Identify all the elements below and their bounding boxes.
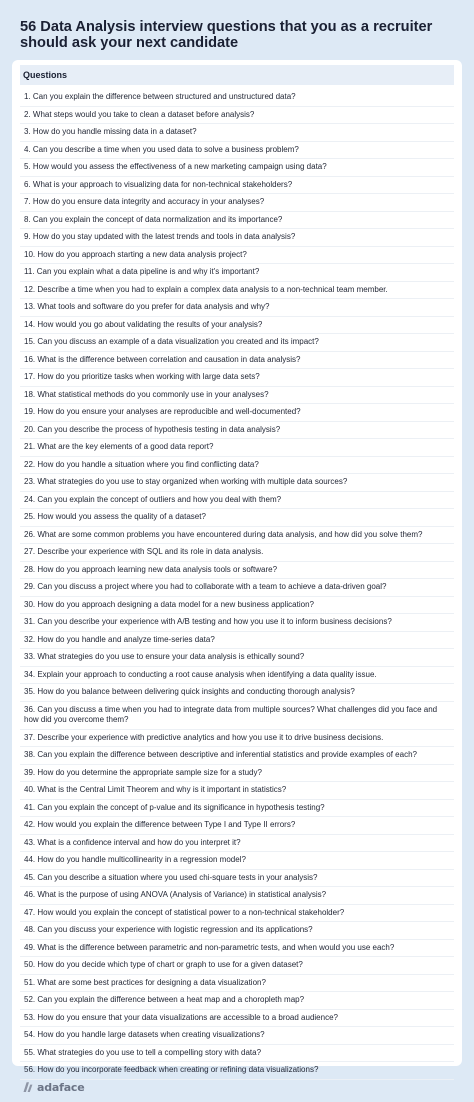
questions-list (12, 89, 462, 1080)
question-row (20, 177, 454, 195)
question-row (20, 124, 454, 142)
question-row (20, 509, 454, 527)
question-row (20, 835, 454, 853)
question-row (20, 369, 454, 387)
question-row (20, 474, 454, 492)
question-row (20, 142, 454, 160)
question-text: 27. Describe your experience with SQL and its role in data analysis. (24, 547, 264, 556)
question-text: 49. What is the difference between parametric and non-parametric tests, and when would you use each? (24, 942, 395, 952)
question-text: 42. How would you explain the difference between Type I and Type II errors? (24, 820, 296, 829)
question-text: 12. Describe a time when you had to explain a complex data analysis to a non-technical team member. (24, 284, 388, 294)
question-text: 44. How do you handle multicollinearity in a regression model? (24, 855, 246, 864)
question-text: 56. How do you incorporate feedback when creating or refining data visualizations? (24, 1065, 319, 1074)
question-text: 50. How do you decide which type of chart or graph to use for a given dataset? (24, 960, 303, 969)
question-row (20, 782, 454, 800)
question-text: 33. What strategies do you use to ensure your data analysis is ethically sound? (24, 652, 305, 661)
question-row (20, 684, 454, 702)
question-row (20, 334, 454, 352)
question-row (20, 387, 454, 405)
question-row (20, 317, 454, 335)
question-text: 21. What are the key elements of a good data report? (24, 442, 214, 451)
question-text: 38. Can you explain the difference between descriptive and inferential statistics and provide examples of each? (24, 750, 417, 759)
question-text: 43. What is a confidence interval and how do you interpret it? (24, 837, 241, 847)
question-row (20, 730, 454, 748)
question-row (20, 457, 454, 475)
question-row (20, 632, 454, 650)
question-row (20, 940, 454, 958)
question-text: 55. What strategies do you use to tell a compelling story with data? (24, 1047, 262, 1057)
question-row (20, 817, 454, 835)
question-row (20, 352, 454, 370)
question-text: 3. How do you handle missing data in a dataset? (24, 127, 197, 136)
question-row (20, 404, 454, 422)
question-text: 35. How do you balance between delivering quick insights and conducting thorough analysis? (24, 687, 355, 696)
question-row (20, 107, 454, 125)
question-text: 2. What steps would you take to clean a dataset before analysis? (24, 109, 255, 119)
question-row (20, 800, 454, 818)
question-text: 20. Can you describe the process of hypothesis testing in data analysis? (24, 424, 281, 434)
question-text: 13. What tools and software do you prefer for data analysis and why? (24, 302, 270, 311)
question-row (20, 527, 454, 545)
question-text: 36. Can you discuss a time when you had to integrate data from multiple sources? What challenges did you face and how did you overcome them? (24, 704, 438, 724)
question-text: 17. How do you prioritize tasks when working with large data sets? (24, 372, 260, 381)
question-row (20, 905, 454, 923)
question-text: 9. How do you stay updated with the latest trends and tools in data analysis? (24, 232, 296, 241)
question-row (20, 702, 454, 730)
question-row (20, 247, 454, 265)
question-row (20, 282, 454, 300)
question-row (20, 852, 454, 870)
question-row (20, 439, 454, 457)
question-text: 4. Can you describe a time when you used data to solve a business problem? (24, 144, 299, 154)
footer-brand (22, 1079, 85, 1095)
question-row (20, 194, 454, 212)
question-row (20, 299, 454, 317)
question-row (20, 870, 454, 888)
question-text: 52. Can you explain the difference between a heat map and a choropleth map? (24, 995, 305, 1004)
question-row (20, 1010, 454, 1028)
question-row (20, 579, 454, 597)
question-row (20, 765, 454, 783)
question-text: 7. How do you ensure data integrity and accuracy in your analyses? (24, 197, 265, 206)
question-text: 39. How do you determine the appropriate sample size for a study? (24, 767, 262, 777)
question-row (20, 422, 454, 440)
page-title: 56 Data Analysis interview questions that you as a recruiter should ask your next candidate (20, 19, 433, 51)
brand-name: adaface (37, 1080, 85, 1094)
question-row (20, 264, 454, 282)
question-row (20, 212, 454, 230)
question-text: 10. How do you approach starting a new data analysis project? (24, 249, 247, 259)
question-text: 24. Can you explain the concept of outliers and how you deal with them? (24, 494, 282, 504)
question-row (20, 747, 454, 765)
question-text: 18. What statistical methods do you commonly use in your analyses? (24, 389, 269, 399)
adaface-logo-icon (22, 1081, 34, 1093)
question-text: 40. What is the Central Limit Theorem and why is it important in statistics? (24, 785, 287, 794)
question-text: 16. What is the difference between correlation and causation in data analysis? (24, 354, 301, 364)
question-row (20, 492, 454, 510)
question-text: 37. Describe your experience with predictive analytics and how you use it to drive business decisions. (24, 732, 384, 742)
question-text: 8. Can you explain the concept of data normalization and its importance? (24, 214, 283, 224)
question-row (20, 614, 454, 632)
question-row (20, 544, 454, 562)
question-text: 47. How would you explain the concept of statistical power to a non-technical stakeholder? (24, 907, 345, 917)
question-text: 11. Can you explain what a data pipeline is and why it's important? (24, 267, 260, 276)
question-row (20, 562, 454, 580)
question-text: 48. Can you discuss your experience with logistic regression and its applications? (24, 925, 313, 934)
question-text: 34. Explain your approach to conducting a root cause analysis when identifying a data quality issue. (24, 669, 377, 679)
question-text: 41. Can you explain the concept of p-value and its significance in hypothesis testing? (24, 802, 325, 812)
question-text: 54. How do you handle large datasets when creating visualizations? (24, 1030, 265, 1039)
question-row (20, 922, 454, 940)
question-text: 23. What strategies do you use to stay organized when working with multiple data sources? (24, 477, 348, 486)
question-text: 28. How do you approach learning new data analysis tools or software? (24, 564, 278, 574)
question-row (20, 597, 454, 615)
questions-column-header: Questions (20, 65, 454, 85)
question-row (20, 89, 454, 107)
question-text: 14. How would you go about validating the results of your analysis? (24, 319, 263, 329)
question-text: 5. How would you assess the effectiveness of a new marketing campaign using data? (24, 162, 327, 171)
question-row (20, 1062, 454, 1080)
question-text: 29. Can you discuss a project where you had to collaborate with a team to achieve a data-driven goal? (24, 582, 387, 591)
question-row (20, 887, 454, 905)
question-text: 30. How do you approach designing a data model for a new business application? (24, 599, 314, 609)
question-text: 51. What are some best practices for designing a data visualization? (24, 977, 266, 987)
questions-card (12, 60, 462, 1074)
question-row (20, 1027, 454, 1045)
question-text: 53. How do you ensure that your data visualizations are accessible to a broad audience? (24, 1012, 338, 1022)
question-text: 32. How do you handle and analyze time-series data? (24, 634, 215, 644)
question-text: 26. What are some common problems you have encountered during data analysis, and how did you solve them? (24, 529, 423, 539)
question-row (20, 667, 454, 685)
question-text: 15. Can you discuss an example of a data visualization you created and its impact? (24, 337, 319, 346)
question-row (20, 992, 454, 1010)
question-text: 25. How would you assess the quality of a dataset? (24, 512, 206, 521)
question-row (20, 1045, 454, 1063)
question-text: 19. How do you ensure your analyses are reproducible and well-documented? (24, 407, 301, 416)
question-text: 1. Can you explain the difference between structured and unstructured data? (24, 92, 296, 101)
question-row (20, 957, 454, 975)
question-row (20, 159, 454, 177)
question-text: 31. Can you describe your experience with A/B testing and how you use it to inform business decisions? (24, 617, 392, 626)
question-text: 6. What is your approach to visualizing data for non-technical stakeholders? (24, 179, 293, 189)
question-row (20, 975, 454, 993)
question-row (20, 649, 454, 667)
question-row (20, 229, 454, 247)
question-text: 45. Can you describe a situation where you used chi-square tests in your analysis? (24, 872, 318, 882)
question-text: 22. How do you handle a situation where you find conflicting data? (24, 459, 259, 469)
question-text: 46. What is the purpose of using ANOVA (Analysis of Variance) in statistical analysis? (24, 890, 327, 899)
